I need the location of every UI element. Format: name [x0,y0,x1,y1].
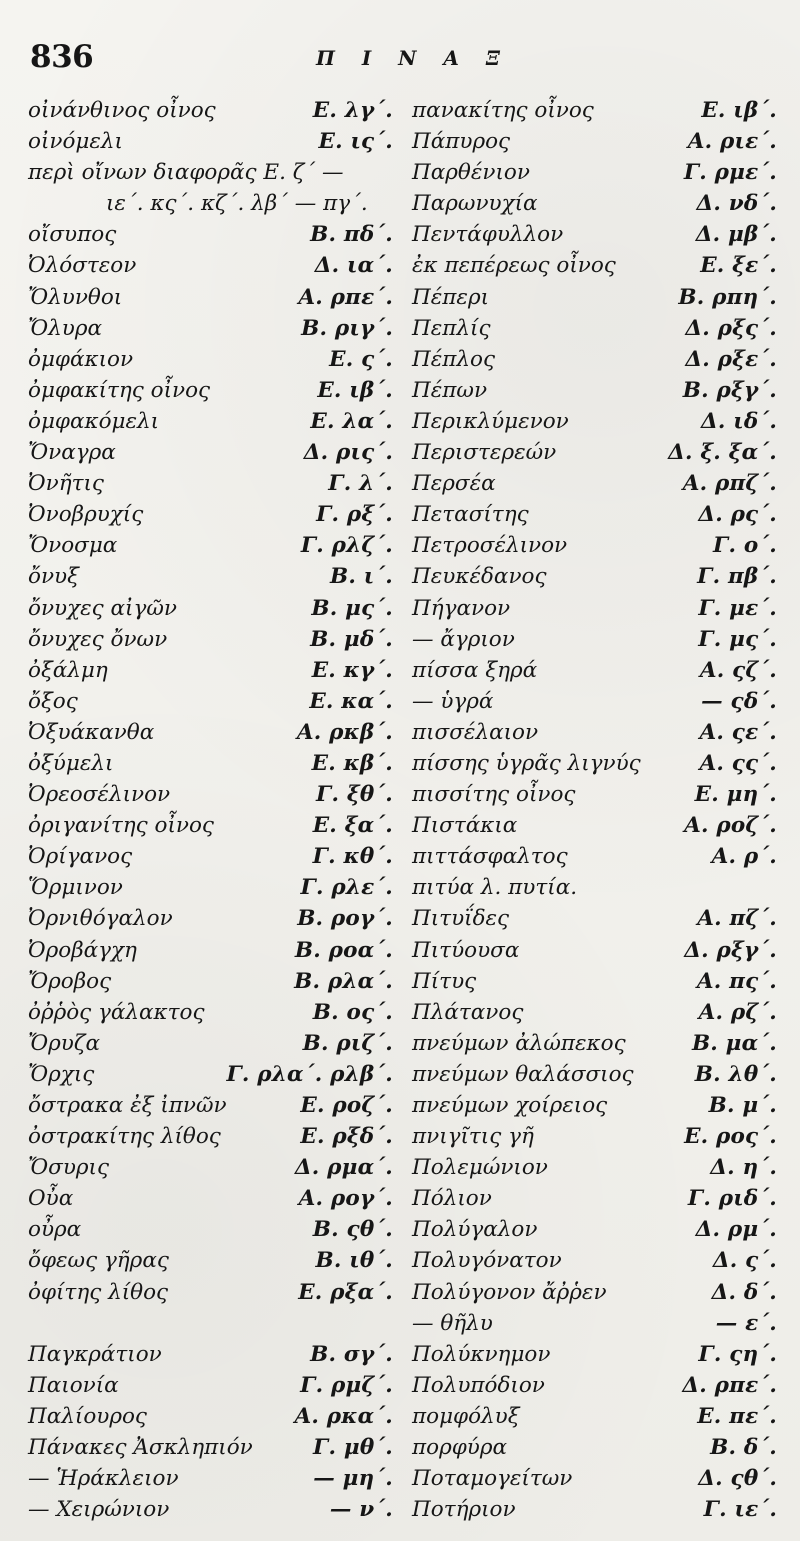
index-term: Πολύγονον ἄῤῥεν [412,1279,607,1305]
index-term: Πολυπόδιον [412,1372,545,1398]
index-entry [28,313,393,344]
index-entry [412,841,777,872]
index-term: Πιστάκια [412,813,518,839]
index-reference: Ε. κγ΄. [311,657,393,683]
index-reference: Δ. ξ. ξα΄. [668,440,777,466]
index-reference: Β. μς΄. [311,595,393,621]
index-term: Ὀξυάκανθα [28,719,155,745]
index-entry [412,655,777,686]
page-header [30,39,780,82]
index-entry [28,966,393,997]
index-term: Πάπυρος [412,129,511,155]
index-entry [412,530,777,561]
index-reference: Α. ρπε΄. [298,284,393,310]
index-reference: — ςδ΄. [701,688,777,714]
index-entry [412,1245,777,1276]
index-entry [28,468,393,499]
index-reference: Β. μδ΄. [310,626,393,652]
index-term: — Χειρώνιον [28,1497,170,1523]
index-reference: Γ. ξθ΄. [316,782,393,808]
index-term: Πεπλίς [412,315,491,341]
index-reference: Γ. ιε΄. [703,1497,777,1523]
index-term: πίσσης ὑγρᾶς λιγνύς [412,750,641,776]
index-term: Πολυγόνατον [412,1248,562,1274]
index-reference: Α. ρκα΄. [294,1403,393,1429]
index-reference: Γ. ρλα΄. ρλβ΄. [226,1061,393,1087]
index-reference: Β. μ΄. [708,1093,777,1118]
index-entry [28,903,393,934]
index-entry [412,686,777,717]
index-term: ὀξύμελι [28,750,114,776]
index-term: Ὀνῆτις [28,471,104,497]
index-term: — ἄγριον [412,626,515,652]
index-reference: Α. ροζ΄. [684,813,777,839]
index-reference: Α. ρογ΄. [298,1186,393,1212]
index-term: — θῆλυ [412,1310,493,1336]
index-entry [28,1121,393,1152]
index-term: Πάνακες Ἀσκληπιόν [28,1435,253,1461]
index-reference: Δ. δ΄. [711,1279,777,1305]
index-reference: Β. μα΄. [691,1030,777,1056]
index-term: ὀριγανίτης οἶνος [28,813,214,839]
index-reference: Γ. ρλζ΄. [300,533,393,559]
index-entry [412,624,777,655]
index-term: οἰνάνθινος οἶνος [28,98,216,123]
index-entry [28,282,393,313]
index-entry [412,157,777,188]
index-term: ὀξάλμη [28,657,108,683]
index-entry [28,499,393,530]
index-term: Πετροσέλινον [412,533,568,559]
index-reference: Γ. μθ΄. [313,1435,393,1461]
index-term: πιττάσφαλτος [412,844,568,870]
index-term: Ὀρνιθόγαλον [28,906,173,932]
index-reference: Γ. ρλε΄. [300,875,393,901]
index-entry [412,1401,777,1432]
index-reference: Ε. ιβ΄. [701,98,777,123]
index-entry [412,779,777,810]
index-entry [28,686,393,717]
index-entry [412,748,777,779]
index-reference: Ε. ξα΄. [312,813,393,839]
index-term: Πέπλος [412,346,496,372]
index-term: Πίτυς [412,968,477,994]
index-term: πορφύρα [412,1435,507,1461]
index-term: ὀῤῥὸς γάλακτος [28,999,205,1025]
index-reference: Β. δ΄. [710,1435,777,1461]
index-term: πιτύα λ. πυτία. [412,875,578,901]
index-entry [28,1214,393,1245]
index-reference: Γ. κθ΄. [312,844,393,870]
index-entry [28,406,393,437]
index-reference: Δ. ρις΄. [303,440,393,466]
index-term: Πιτυΐδες [412,906,510,932]
index-entry [28,872,393,903]
index-entry [28,95,393,126]
index-term: Πολύκνημον [412,1341,551,1367]
index-reference: Γ. ριδ΄. [687,1186,777,1212]
index-term: Ὄνοσμα [28,533,118,559]
index-term: ὄστρακα ἐξ ἰπνῶν [28,1093,227,1118]
index-entry [412,1370,777,1401]
index-term: ἐκ πεπέρεως οἶνος [412,253,616,279]
index-term: πνεύμων ἀλώπεκος [412,1030,626,1056]
index-entry [28,1308,393,1339]
index-entry [412,1214,777,1245]
index-reference: Δ. ρξγ΄. [684,937,777,963]
index-term: πισσέλαιον [412,719,539,745]
index-reference: Β. ρλα΄. [294,968,393,994]
index-reference: — ε΄. [715,1310,777,1336]
index-reference: Δ. ςθ΄. [698,1466,777,1492]
index-reference: Δ. ρπε΄. [682,1372,777,1398]
index-reference: Ε. ρξδ΄. [300,1124,393,1150]
index-entry [28,344,393,375]
index-term: Οὖα [28,1186,74,1212]
index-entry [412,188,777,219]
index-entry [412,1028,777,1059]
index-entry [412,344,777,375]
index-entry [412,313,777,344]
index-reference: Β. ριζ΄. [302,1030,393,1056]
running-title: Π Ι Ν Α Ξ [316,46,510,70]
index-columns [28,95,777,1523]
index-entry [28,1432,393,1463]
index-term: πανακίτης οἶνος [412,98,594,123]
index-term: πισσίτης οἶνος [412,782,576,808]
index-term: Πετασίτης [412,502,529,528]
index-entry [28,219,393,250]
index-entry [28,779,393,810]
index-entry [28,188,393,219]
index-reference: Ε. ρος΄. [684,1124,777,1150]
index-entry [412,437,777,468]
index-reference: Ε. ιβ΄. [317,377,393,403]
index-entry [412,997,777,1028]
index-term: Πήγανον [412,595,511,621]
index-term: Ὀνοβρυχίς [28,502,144,528]
index-term: — Ἡράκλειον [28,1466,179,1492]
index-entry [28,1059,393,1090]
index-entry [28,1370,393,1401]
index-entry [412,1183,777,1214]
index-entry [412,1152,777,1183]
index-term: Παγκράτιον [28,1341,162,1367]
index-entry [28,126,393,157]
index-reference: Α. ρ΄. [711,844,777,870]
index-reference: Δ. η΄. [710,1155,777,1181]
index-entry [412,872,777,903]
right-index-column [412,95,777,1525]
index-reference: Β. πδ΄. [310,222,393,248]
index-entry [412,406,777,437]
index-entry [412,1090,777,1121]
index-entry [28,624,393,655]
index-reference: Β. ιθ΄. [315,1248,393,1274]
index-term: Πέπερι [412,284,490,310]
index-entry [28,1028,393,1059]
index-entry [28,437,393,468]
index-term: περὶ οἴνων διαφορᾶς Ε. ζ΄ — [28,160,344,186]
index-reference: Β. λθ΄. [694,1061,777,1087]
index-term: Περικλύμενον [412,408,569,434]
index-entry [28,1183,393,1214]
index-reference: Γ. λ΄. [328,471,393,497]
index-entry [28,250,393,281]
index-entry [412,1121,777,1152]
index-term: ὀμφάκιον [28,346,134,372]
index-term: ιε΄. κς΄. κζ΄. λβ΄ — πγ΄. [106,191,368,217]
index-entry [28,717,393,748]
index-reference: Δ. ρς΄. [698,502,777,528]
index-entry [412,219,777,250]
index-reference: Γ. ρξ΄. [316,502,393,528]
index-reference: Β. ριγ΄. [301,315,393,341]
index-term: Ὄρχις [28,1061,95,1087]
index-reference: Δ. νδ΄. [696,191,777,217]
index-term: πνεύμων θαλάσσιος [412,1061,634,1087]
index-reference: Γ. ρμζ΄. [300,1372,393,1398]
index-term: Ὄλυνθοι [28,284,123,310]
page-number: 836 [30,39,94,75]
index-entry [28,935,393,966]
index-entry [28,1339,393,1370]
index-entry [28,561,393,592]
index-entry [28,593,393,624]
index-entry [28,530,393,561]
index-reference: Δ. ια΄. [314,253,393,279]
index-reference: Γ. ρμε΄. [683,160,777,186]
index-reference: Ε. ς΄. [329,346,393,372]
index-entry [412,935,777,966]
left-index-column [28,95,393,1525]
index-reference: Α. ρζ΄. [698,999,777,1025]
index-reference: Γ. ςη΄. [698,1341,777,1367]
index-reference: Δ. μβ΄. [695,222,777,248]
index-entry [28,1494,393,1525]
index-term: Ὄροβος [28,968,112,994]
index-reference: Δ. ρξς΄. [685,315,777,341]
index-entry [412,468,777,499]
index-entry [412,717,777,748]
index-reference: Δ. ς΄. [712,1248,777,1274]
index-entry [412,561,777,592]
index-entry [412,95,777,126]
index-reference: Γ. μς΄. [698,626,777,652]
index-reference: Ε. κβ΄. [311,750,393,776]
index-term: ὄξος [28,688,78,714]
index-term: ὄνυχες αἰγῶν [28,595,177,621]
index-term: οἰνόμελι [28,129,123,155]
index-term: Ὄλυρα [28,315,103,341]
index-term: Ποτήριον [412,1497,516,1523]
index-reference: Β. ρπη΄. [678,284,777,310]
index-entry [412,1494,777,1525]
index-entry [28,655,393,686]
index-reference: Δ. ρξε΄. [685,346,777,372]
index-reference: Δ. ιδ΄. [700,408,777,434]
index-term: πομφόλυξ [412,1403,520,1429]
index-entry [412,1308,777,1339]
index-term: πνεύμων χοίρειος [412,1093,608,1118]
index-reference: Ε. ροζ΄. [300,1093,393,1118]
index-term: οἴσυπος [28,222,117,248]
index-reference: Α. ςζ΄. [699,657,777,683]
index-term: Ποταμογείτων [412,1466,573,1492]
index-reference: Γ. ο΄. [712,533,777,559]
index-entry [412,1277,777,1308]
index-term: Παιονία [28,1372,119,1398]
index-term: Περσέα [412,471,496,497]
index-reference: Β. ι΄. [330,564,393,590]
index-entry [28,748,393,779]
index-reference: Ε. μη΄. [694,782,777,808]
index-entry [28,1245,393,1276]
index-term: Πευκέδανος [412,564,547,590]
index-reference: — μη΄. [313,1466,393,1492]
index-entry [412,250,777,281]
index-reference: Ε. ρξα΄. [298,1279,393,1305]
index-reference: Γ. πβ΄. [697,564,777,590]
index-term: Παρθένιον [412,160,530,186]
index-term: Ὅρμινον [28,875,123,901]
index-reference: Ε. λα΄. [310,408,393,434]
index-term: Πλάτανος [412,999,524,1025]
index-reference: Ε. ις΄. [318,129,393,155]
index-entry [28,997,393,1028]
index-reference: Β. ρογ΄. [297,906,393,932]
index-reference: Ε. πε΄. [697,1403,777,1429]
index-reference: Δ. ρμα΄. [294,1155,393,1181]
index-term: Ὀρίγανος [28,844,133,870]
index-term: ὄφεως γῆρας [28,1248,169,1274]
index-reference: Ε. κα΄. [309,688,393,714]
index-entry [412,1339,777,1370]
index-entry [28,1463,393,1494]
index-reference: Α. ςε΄. [699,719,777,745]
index-term: ὄνυχες ὄνων [28,626,168,652]
index-reference: Β. ροα΄. [294,937,393,963]
index-reference: Γ. με΄. [698,595,777,621]
index-entry [412,282,777,313]
index-reference: Α. πς΄. [696,968,777,994]
index-reference: Δ. ρμ΄. [695,1217,777,1243]
index-reference: Β. ρξγ΄. [682,377,777,403]
index-term: ὀμφακίτης οἶνος [28,377,211,403]
index-entry [412,1432,777,1463]
index-entry [28,375,393,406]
index-term: Ὀλόστεον [28,253,137,279]
index-entry [412,126,777,157]
index-reference: Ε. ξε΄. [700,253,777,279]
index-reference: Ε. λγ΄. [312,98,393,123]
index-term: Ὀρεοσέλινον [28,782,171,808]
index-entry [28,810,393,841]
index-entry [412,903,777,934]
index-reference: — ν΄. [329,1497,393,1523]
index-entry [412,966,777,997]
index-term: οὖρα [28,1217,82,1243]
index-entry [28,1401,393,1432]
index-reference: Β. ςθ΄. [312,1217,393,1243]
index-term: ὀφίτης λίθος [28,1279,169,1305]
index-reference: Β. σγ΄. [310,1341,393,1367]
index-reference: Α. ρκβ΄. [296,719,393,745]
index-term: Περιστερεών [412,440,557,466]
index-entry [28,1277,393,1308]
index-term: Παλίουρος [28,1403,147,1429]
index-term: Πόλιον [412,1186,492,1212]
index-term: Παρωνυχία [412,191,538,217]
index-entry [28,841,393,872]
index-term: Ὄρυζα [28,1030,101,1056]
index-term: ὄνυξ [28,564,79,590]
index-reference: Α. πζ΄. [697,906,777,932]
index-entry [412,593,777,624]
index-reference: Β. ος΄. [312,999,393,1025]
index-entry [412,1463,777,1494]
index-term: Πολεμώνιον [412,1155,548,1181]
index-term: Πολύγαλον [412,1217,538,1243]
index-reference: Α. ρπζ΄. [682,471,777,497]
index-term: ὀστρακίτης λίθος [28,1124,221,1150]
index-entry [412,375,777,406]
index-term: Πέπων [412,377,488,403]
index-term: πίσσα ξηρά [412,657,538,683]
index-term: πνιγῖτις γῆ [412,1124,534,1150]
index-entry [28,157,393,188]
index-term: — ὑγρά [412,688,494,714]
index-entry [28,1152,393,1183]
index-term: Πεντάφυλλον [412,222,564,248]
index-term: Ὄσυρις [28,1155,110,1181]
index-term: ὀμφακόμελι [28,408,160,434]
index-term: Ὀροβάγχη [28,937,137,963]
index-entry [412,810,777,841]
index-entry [412,499,777,530]
index-reference: Α. ςς΄. [699,750,777,776]
index-term: Πιτύουσα [412,937,520,963]
index-entry [28,1090,393,1121]
index-entry [412,1059,777,1090]
index-reference: Α. ριε΄. [687,129,777,155]
index-term: Ὄναγρα [28,440,116,466]
